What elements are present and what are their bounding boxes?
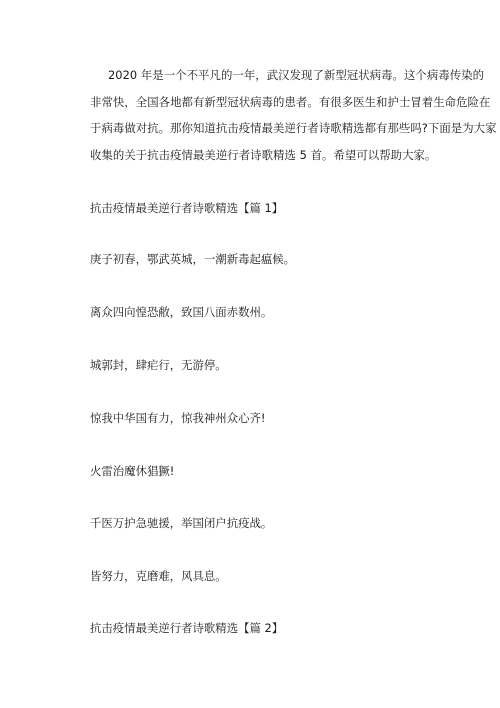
poem-line: 千医万护急驰援，举国闭户抗疫战。 [90,516,273,530]
poem-line: 庚子初春，鄂武英城，一潮新毒起瘟候。 [90,252,296,266]
poem-line: 火雷治魔休猖獗! [90,464,175,478]
intro-paragraph [90,62,497,168]
intro-line: 非常快，全国各地都有新型冠状病毒的患者。有很多医生和护士冒着生命危险在 [90,94,491,109]
poem-line: 离众四向惶恐敝，致国八面赤数州。 [90,305,273,319]
intro-line: 于病毒做对抗。那你知道抗击疫情最美逆行者诗歌精选都有那些吗?下面是为大家 [90,121,497,135]
intro-line: 2020 年是一个不平凡的一年，武汉发现了新型冠状病毒。这个病毒传染的 [108,68,485,82]
poem-1-title: 抗击疫情最美逆行者诗歌精选【篇 1】 [90,201,284,215]
poem-line: 皆努力，克磨难，风具息。 [90,569,227,583]
poem-line: 城郭封，肆疟行，无游停。 [90,358,227,372]
poem-2-title: 抗击疫情最美逆行者诗歌精选【篇 2】 [90,621,284,635]
intro-line: 收集的关于抗击疫情最美逆行者诗歌精选 5 首。希望可以帮助大家。 [90,147,437,162]
poem-line: 惊我中华国有力，惊我神州众心齐! [90,411,266,425]
